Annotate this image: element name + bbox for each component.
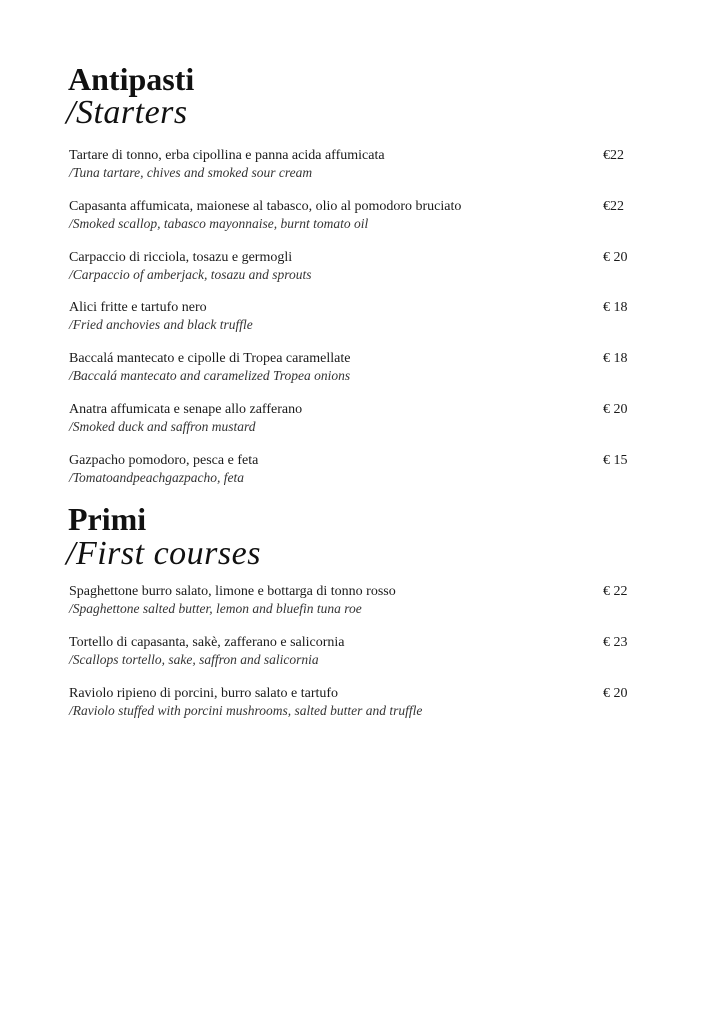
item-name: Capasanta affumicata, maionese al tabasco, olio al pomodoro bruciato: [69, 199, 462, 214]
item-price: €22: [603, 148, 624, 163]
section-title: Primi: [68, 501, 147, 537]
item-price: € 22: [603, 584, 628, 599]
item-translation: /Spaghettone salted butter, lemon and bluefin tuna roe: [69, 601, 362, 616]
menu-item: [69, 148, 639, 182]
item-translation: /Raviolo stuffed with porcini mushrooms, salted butter and truffle: [69, 703, 423, 718]
item-name: Tartare di tonno, erba cipollina e panna acida affumicata: [69, 148, 385, 163]
menu-item: [69, 635, 639, 669]
item-translation: /Carpaccio of amberjack, tosazu and sprouts: [69, 267, 312, 282]
section-subtitle: /First courses: [66, 535, 261, 572]
menu-item: [69, 250, 639, 284]
item-price: € 23: [603, 635, 628, 650]
item-name: Carpaccio di ricciola, tosazu e germogli: [69, 250, 293, 265]
item-price: €22: [603, 199, 624, 214]
item-translation: /Baccalá mantecato and caramelized Tropea onions: [69, 368, 351, 383]
section-subtitle: /Starters: [66, 94, 188, 131]
item-translation: /Smoked scallop, tabasco mayonnaise, burnt tomato oil: [69, 216, 369, 231]
item-name: Gazpacho pomodoro, pesca e feta: [69, 453, 259, 468]
item-name: Spaghettone burro salato, limone e bottarga di tonno rosso: [69, 584, 396, 599]
menu-item: [69, 351, 639, 385]
item-translation: /Smoked duck and saffron mustard: [69, 419, 256, 434]
item-name: Anatra affumicata e senape allo zafferano: [69, 402, 303, 417]
item-name: Baccalá mantecato e cipolle di Tropea caramellate: [69, 351, 351, 366]
item-name: Alici fritte e tartufo nero: [69, 300, 207, 315]
item-translation: /Tuna tartare, chives and smoked sour cream: [69, 165, 313, 180]
menu-item: [69, 686, 639, 720]
item-translation: /Tomatoandpeachgazpacho, feta: [69, 470, 244, 485]
item-price: € 20: [603, 402, 628, 417]
menu-item: [69, 584, 639, 618]
menu-item: [69, 402, 639, 436]
menu-item: [69, 453, 639, 487]
item-name: Raviolo ripieno di porcini, burro salato e tartufo: [69, 686, 339, 701]
item-price: € 20: [603, 250, 628, 265]
item-name: Tortello di capasanta, sakè, zafferano e salicornia: [69, 635, 345, 650]
menu-item: [69, 199, 639, 233]
item-price: € 15: [603, 453, 628, 468]
item-translation: /Fried anchovies and black truffle: [69, 317, 253, 332]
item-price: € 18: [603, 351, 628, 366]
item-price: € 18: [603, 300, 628, 315]
section-title: Antipasti: [68, 61, 195, 97]
item-price: € 20: [603, 686, 628, 701]
menu-item: [69, 300, 639, 334]
item-translation: /Scallops tortello, sake, saffron and salicornia: [69, 652, 319, 667]
